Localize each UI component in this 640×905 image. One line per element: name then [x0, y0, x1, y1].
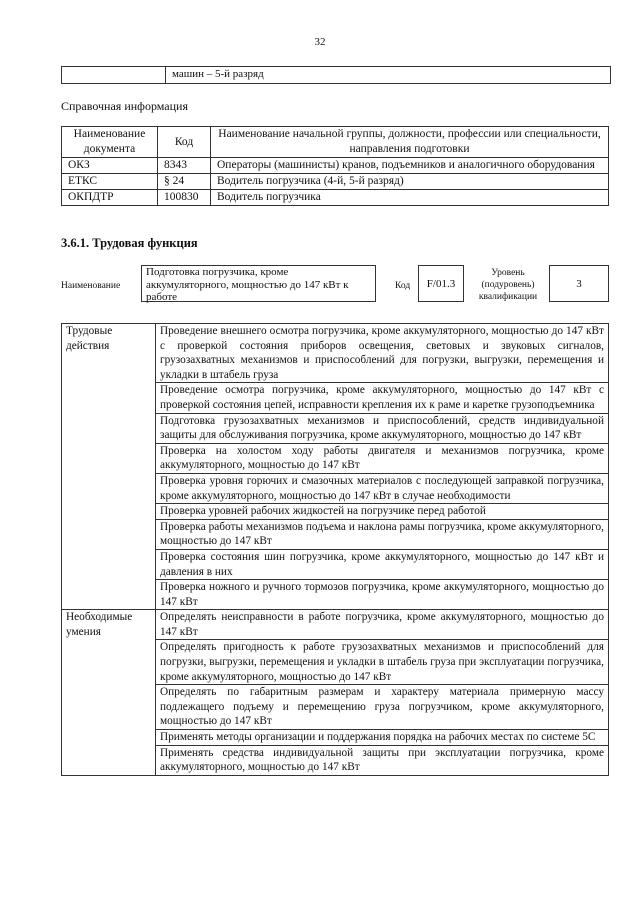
skill-item: Определять пригодность к работе грузозахватных механизмов и приспособлений для погрузки, выгрузки, перемещения и укладки в штабель груза при эксплуатации погрузчика, кроме аккумуляторного, мощностью до 147 кВт: [156, 640, 609, 685]
labor-action-item: Проведение внешнего осмотра погрузчика, кроме аккумуляторного, мощностью до 147 кВт с проверкой состояния приборов освещения, световых и звуковых сигналов, грузозахватных механизмов и приспособлений для погрузки, выгрузки, перемещения и укладки в штабель груза: [156, 324, 609, 383]
ref-code: 8343: [158, 158, 211, 174]
function-level-label: Уровень (подуровень) квалификации: [478, 268, 538, 302]
continuation-text: машин – 5-й разряд: [172, 68, 264, 80]
reference-row: [62, 190, 609, 206]
continuation-row: [61, 66, 611, 84]
skill-item: Применять методы организации и поддержания порядка на рабочих местах по системе 5С: [156, 730, 609, 746]
skills-label: Необходимые умения: [62, 610, 156, 776]
labor-action-item: Проведение осмотра погрузчика, кроме аккумуляторного, мощностью до 147 кВт с проверкой состояния цепей, исправности крепления их к раме и каретке грузоподъемника: [156, 383, 609, 413]
header-code: Код: [158, 127, 211, 158]
ref-name: Водитель погрузчика (4-й, 5-й разряд): [211, 174, 609, 190]
function-code-label: Код: [395, 281, 411, 291]
ref-name: Водитель погрузчика: [211, 190, 609, 206]
header-doc-name: Наименование документа: [62, 127, 158, 158]
function-code-value: F/01.3: [418, 265, 464, 302]
ref-doc: ОКЗ: [62, 158, 158, 174]
ref-code: 100830: [158, 190, 211, 206]
labor-action-item: Проверка на холостом ходу работы двигателя и механизмов погрузчика, кроме аккумуляторного, мощностью до 147 кВт: [156, 443, 609, 473]
reference-title: Справочная информация: [61, 99, 188, 113]
header-group-name: Наименование начальной группы, должности, профессии или специальности, направления подготовки: [211, 127, 609, 158]
labor-action-item: Проверка уровней рабочих жидкостей на погрузчике перед работой: [156, 504, 609, 520]
labor-action-item: Проверка состояния шин погрузчика, кроме аккумуляторного, мощностью до 147 кВт и давления в них: [156, 549, 609, 579]
labor-function-table: [61, 323, 609, 776]
labor-actions-label: Трудовые действия: [62, 324, 156, 610]
reference-header-row: [62, 127, 609, 158]
labor-action-item: Проверка работы механизмов подъема и наклона рамы погрузчика, кроме аккумуляторного, мощностью до 147 кВт: [156, 519, 609, 549]
function-name-label: Наименование: [61, 281, 121, 291]
ref-doc: ОКПДТР: [62, 190, 158, 206]
section-title: 3.6.1. Трудовая функция: [61, 236, 198, 250]
page-number: 32: [314, 36, 326, 48]
table-row: [62, 610, 609, 640]
skill-item: Применять средства индивидуальной защиты при эксплуатации погрузчика, кроме аккумуляторного, мощностью до 147 кВт: [156, 745, 609, 775]
reference-row: [62, 158, 609, 174]
ref-doc: ЕТКС: [62, 174, 158, 190]
labor-action-item: Проверка уровня горючих и смазочных материалов с последующей заправкой погрузчика, кроме аккумуляторного, мощностью до 147 кВт в случае необходимости: [156, 473, 609, 503]
labor-action-item: Подготовка грузозахватных механизмов и приспособлений, средств индивидуальной защиты для обслуживания погрузчика, кроме аккумуляторного, мощностью до 147 кВт: [156, 413, 609, 443]
labor-action-item: Проверка ножного и ручного тормозов погрузчика, кроме аккумуляторного, мощностью до 147 кВт: [156, 580, 609, 610]
reference-table: [61, 126, 609, 206]
function-level-value: 3: [549, 265, 609, 302]
skill-item: Определять по габаритным размерам и характеру материала примерную массу подлежащего подъему и перемещению груза погрузчиком, кроме аккумуляторного, мощностью до 147 кВт: [156, 685, 609, 730]
ref-code: § 24: [158, 174, 211, 190]
reference-row: [62, 174, 609, 190]
table-row: [62, 324, 609, 383]
ref-name: Операторы (машинисты) кранов, подъемников и аналогичного оборудования: [211, 158, 609, 174]
function-name-value: Подготовка погрузчика, кроме аккумуляторного, мощностью до 147 кВт к работе: [141, 265, 376, 302]
continuation-empty-cell: [62, 67, 166, 83]
skill-item: Определять неисправности в работе погрузчика, кроме аккумуляторного, мощностью до 147 кВт: [156, 610, 609, 640]
